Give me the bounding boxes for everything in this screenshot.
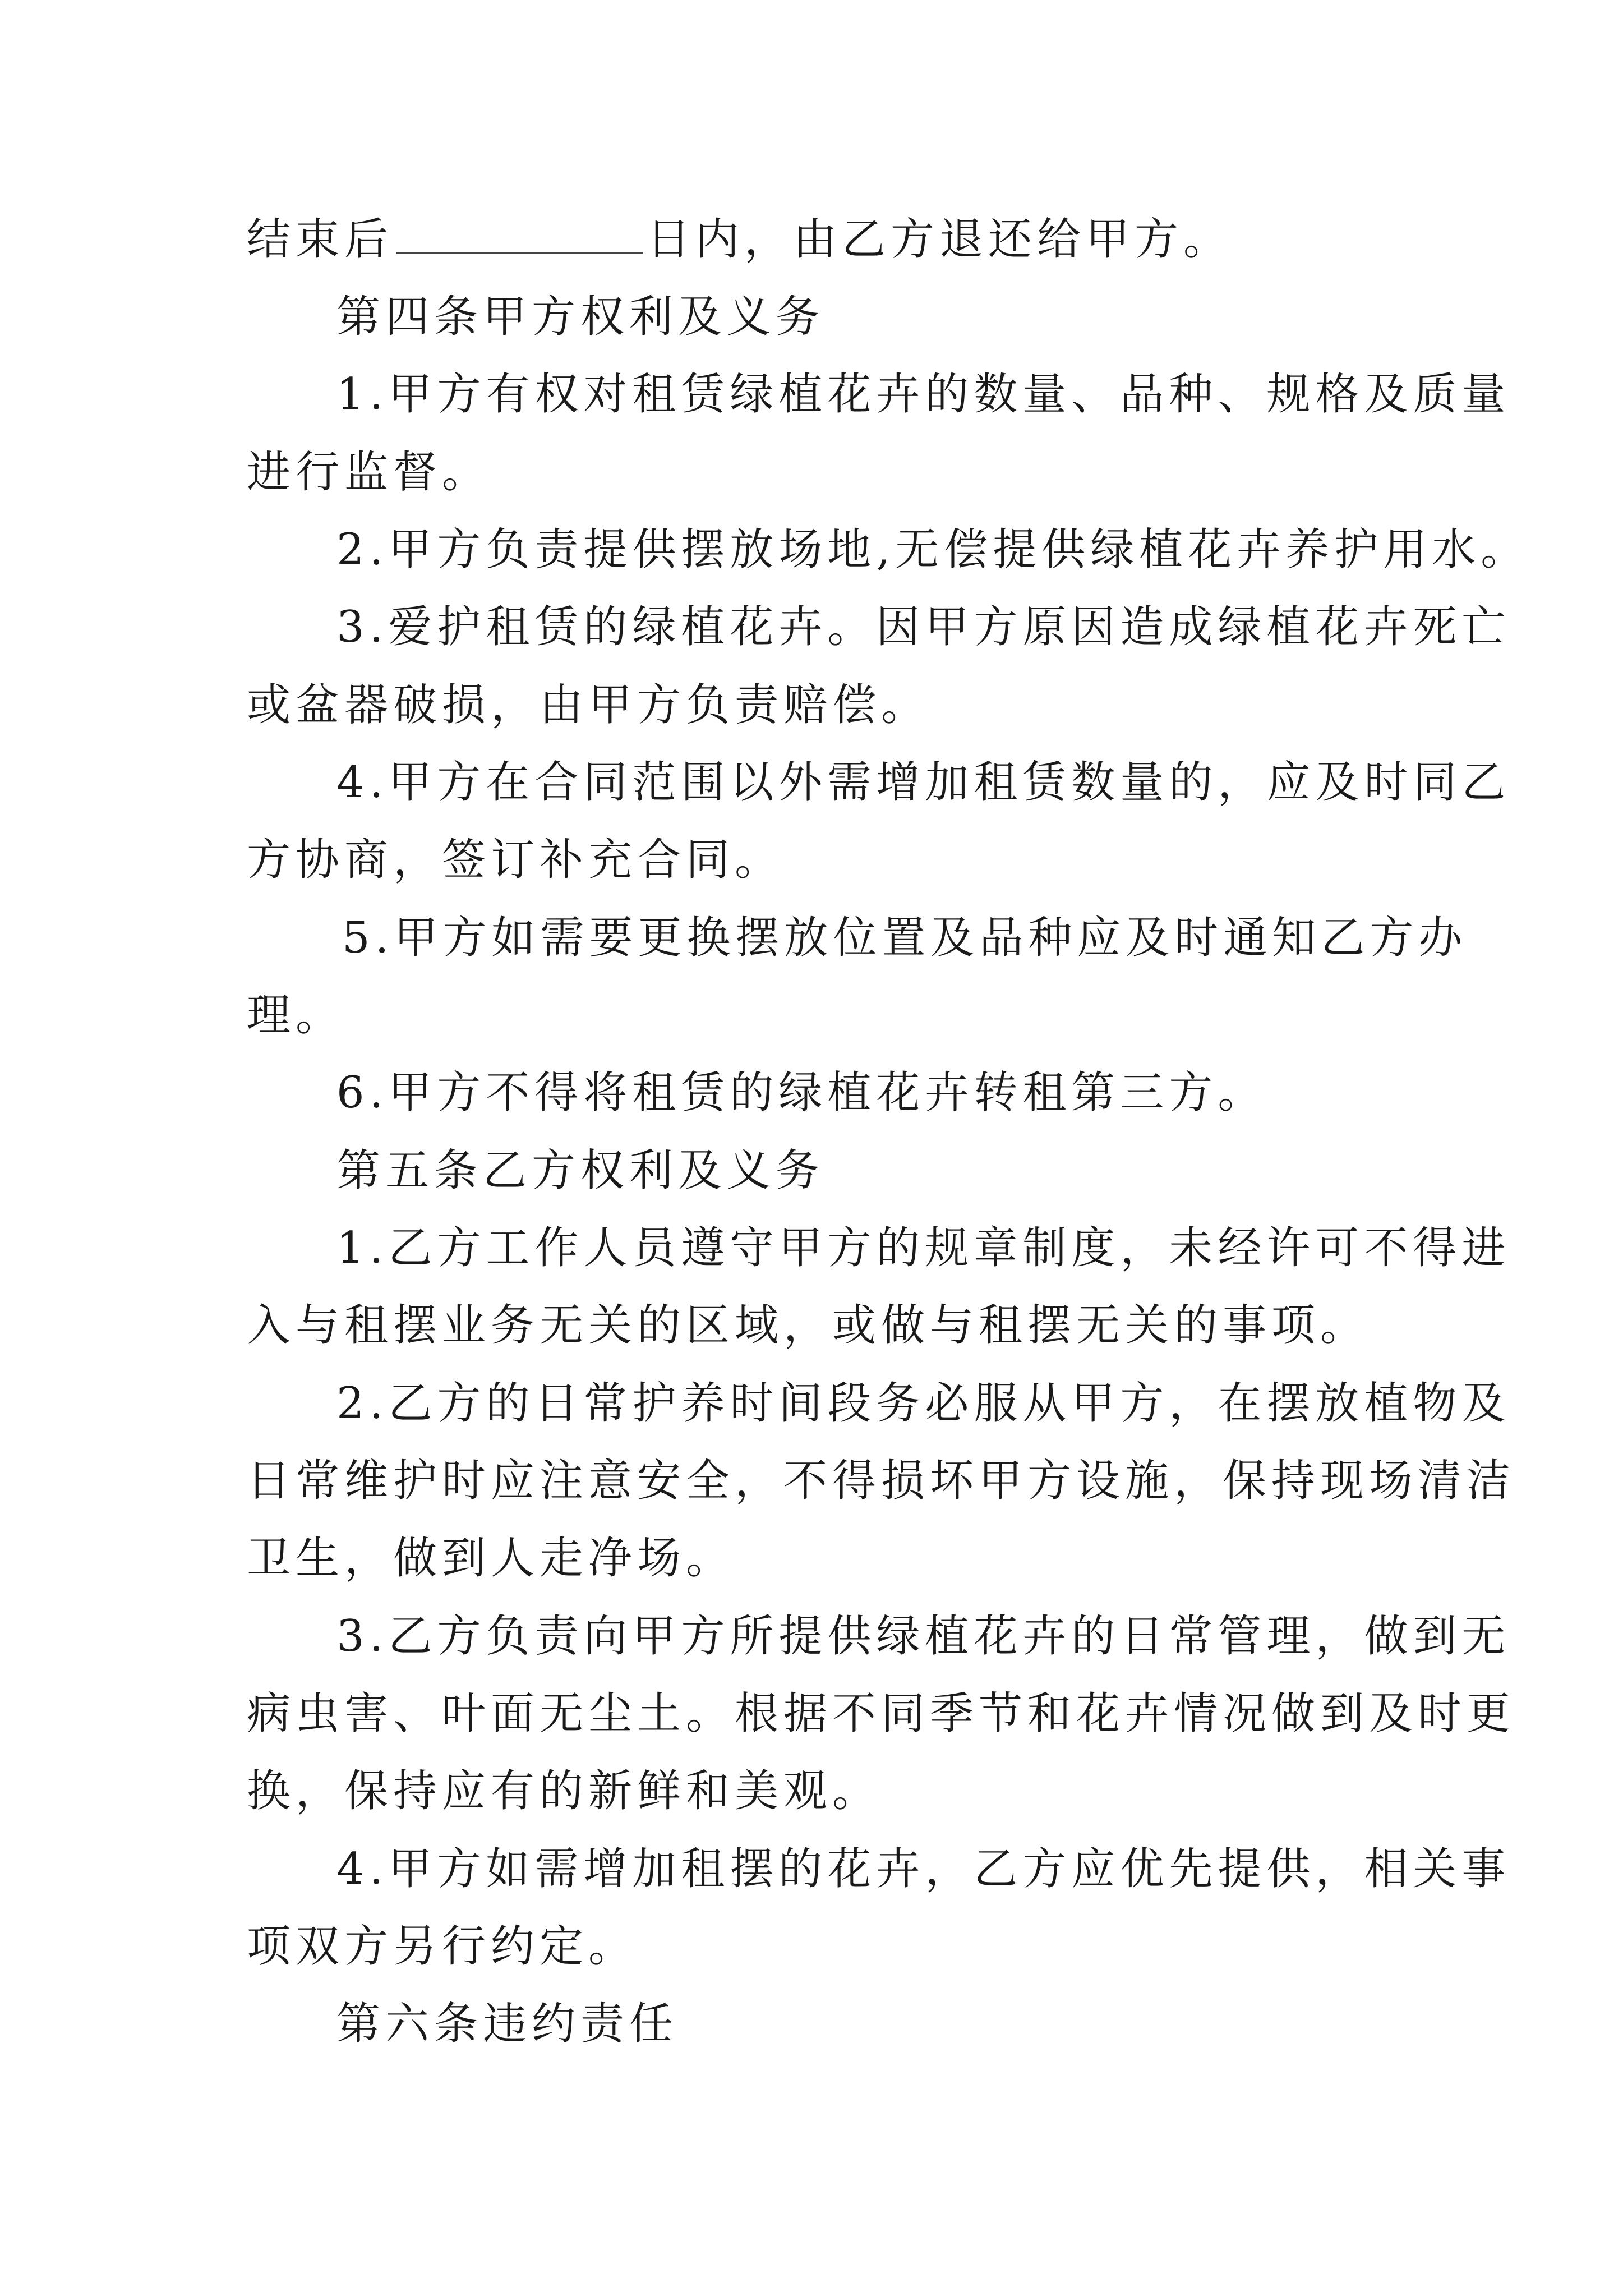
text-line: 理。 [247,990,345,1041]
text-fragment: 日内，由乙方退还给甲方。 [647,214,1233,265]
text-line: 1.乙方工作人员遵守甲方的规章制度，未经许可不得进 [336,1223,1511,1273]
text-line: 3.爱护租赁的绿植花卉。因甲方原因造成绿植花卉死亡 [336,602,1511,652]
text-line: 方协商，签订补充合同。 [247,835,784,885]
text-line: 病虫害、叶面无尘土。根据不同季节和花卉情况做到及时更 [247,1688,1516,1739]
fill-in-blank [396,250,643,254]
text-line: 或盆器破损，由甲方负责赔偿。 [247,680,930,730]
section-heading: 第五条乙方权利及义务 [336,1145,825,1196]
text-line: 6.甲方不得将租赁的绿植花卉转租第三方。 [336,1068,1267,1118]
text-line: 2.甲方负责提供摆放场地,无偿提供绿植花卉养护用水。 [336,524,1530,575]
text-line: 换，保持应有的新鲜和美观。 [247,1766,882,1816]
text-line: 入与租摆业务无关的区域，或做与租摆无关的事项。 [247,1300,1370,1351]
text-line: 2.乙方的日常护养时间段务必服从甲方，在摆放植物及 [336,1378,1511,1429]
text-line: 1.甲方有权对租赁绿植花卉的数量、品种、规格及质量 [336,369,1511,420]
text-line: 3.乙方负责向甲方所提供绿植花卉的日常管理，做到无 [336,1611,1511,1662]
text-line: 4.甲方在合同范围以外需增加租赁数量的，应及时同乙 [336,757,1511,808]
text-line: 日常维护时应注意安全，不得损坏甲方设施，保持现场清洁 [247,1456,1516,1506]
text-line: 项双方另行约定。 [247,1921,638,1972]
text-fragment: 结束后 [247,214,394,265]
section-heading: 第四条甲方权利及义务 [336,292,825,342]
text-line [247,211,1396,268]
text-line: 4.甲方如需增加租摆的花卉，乙方应优先提供，相关事 [336,1844,1511,1894]
text-line: 卫生，做到人走净场。 [247,1533,735,1584]
section-heading: 第六条违约责任 [336,1999,679,2049]
text-line: 5.甲方如需要更换摆放位置及品种应及时通知乙方办 [342,913,1468,963]
text-line: 进行监督。 [247,447,491,498]
